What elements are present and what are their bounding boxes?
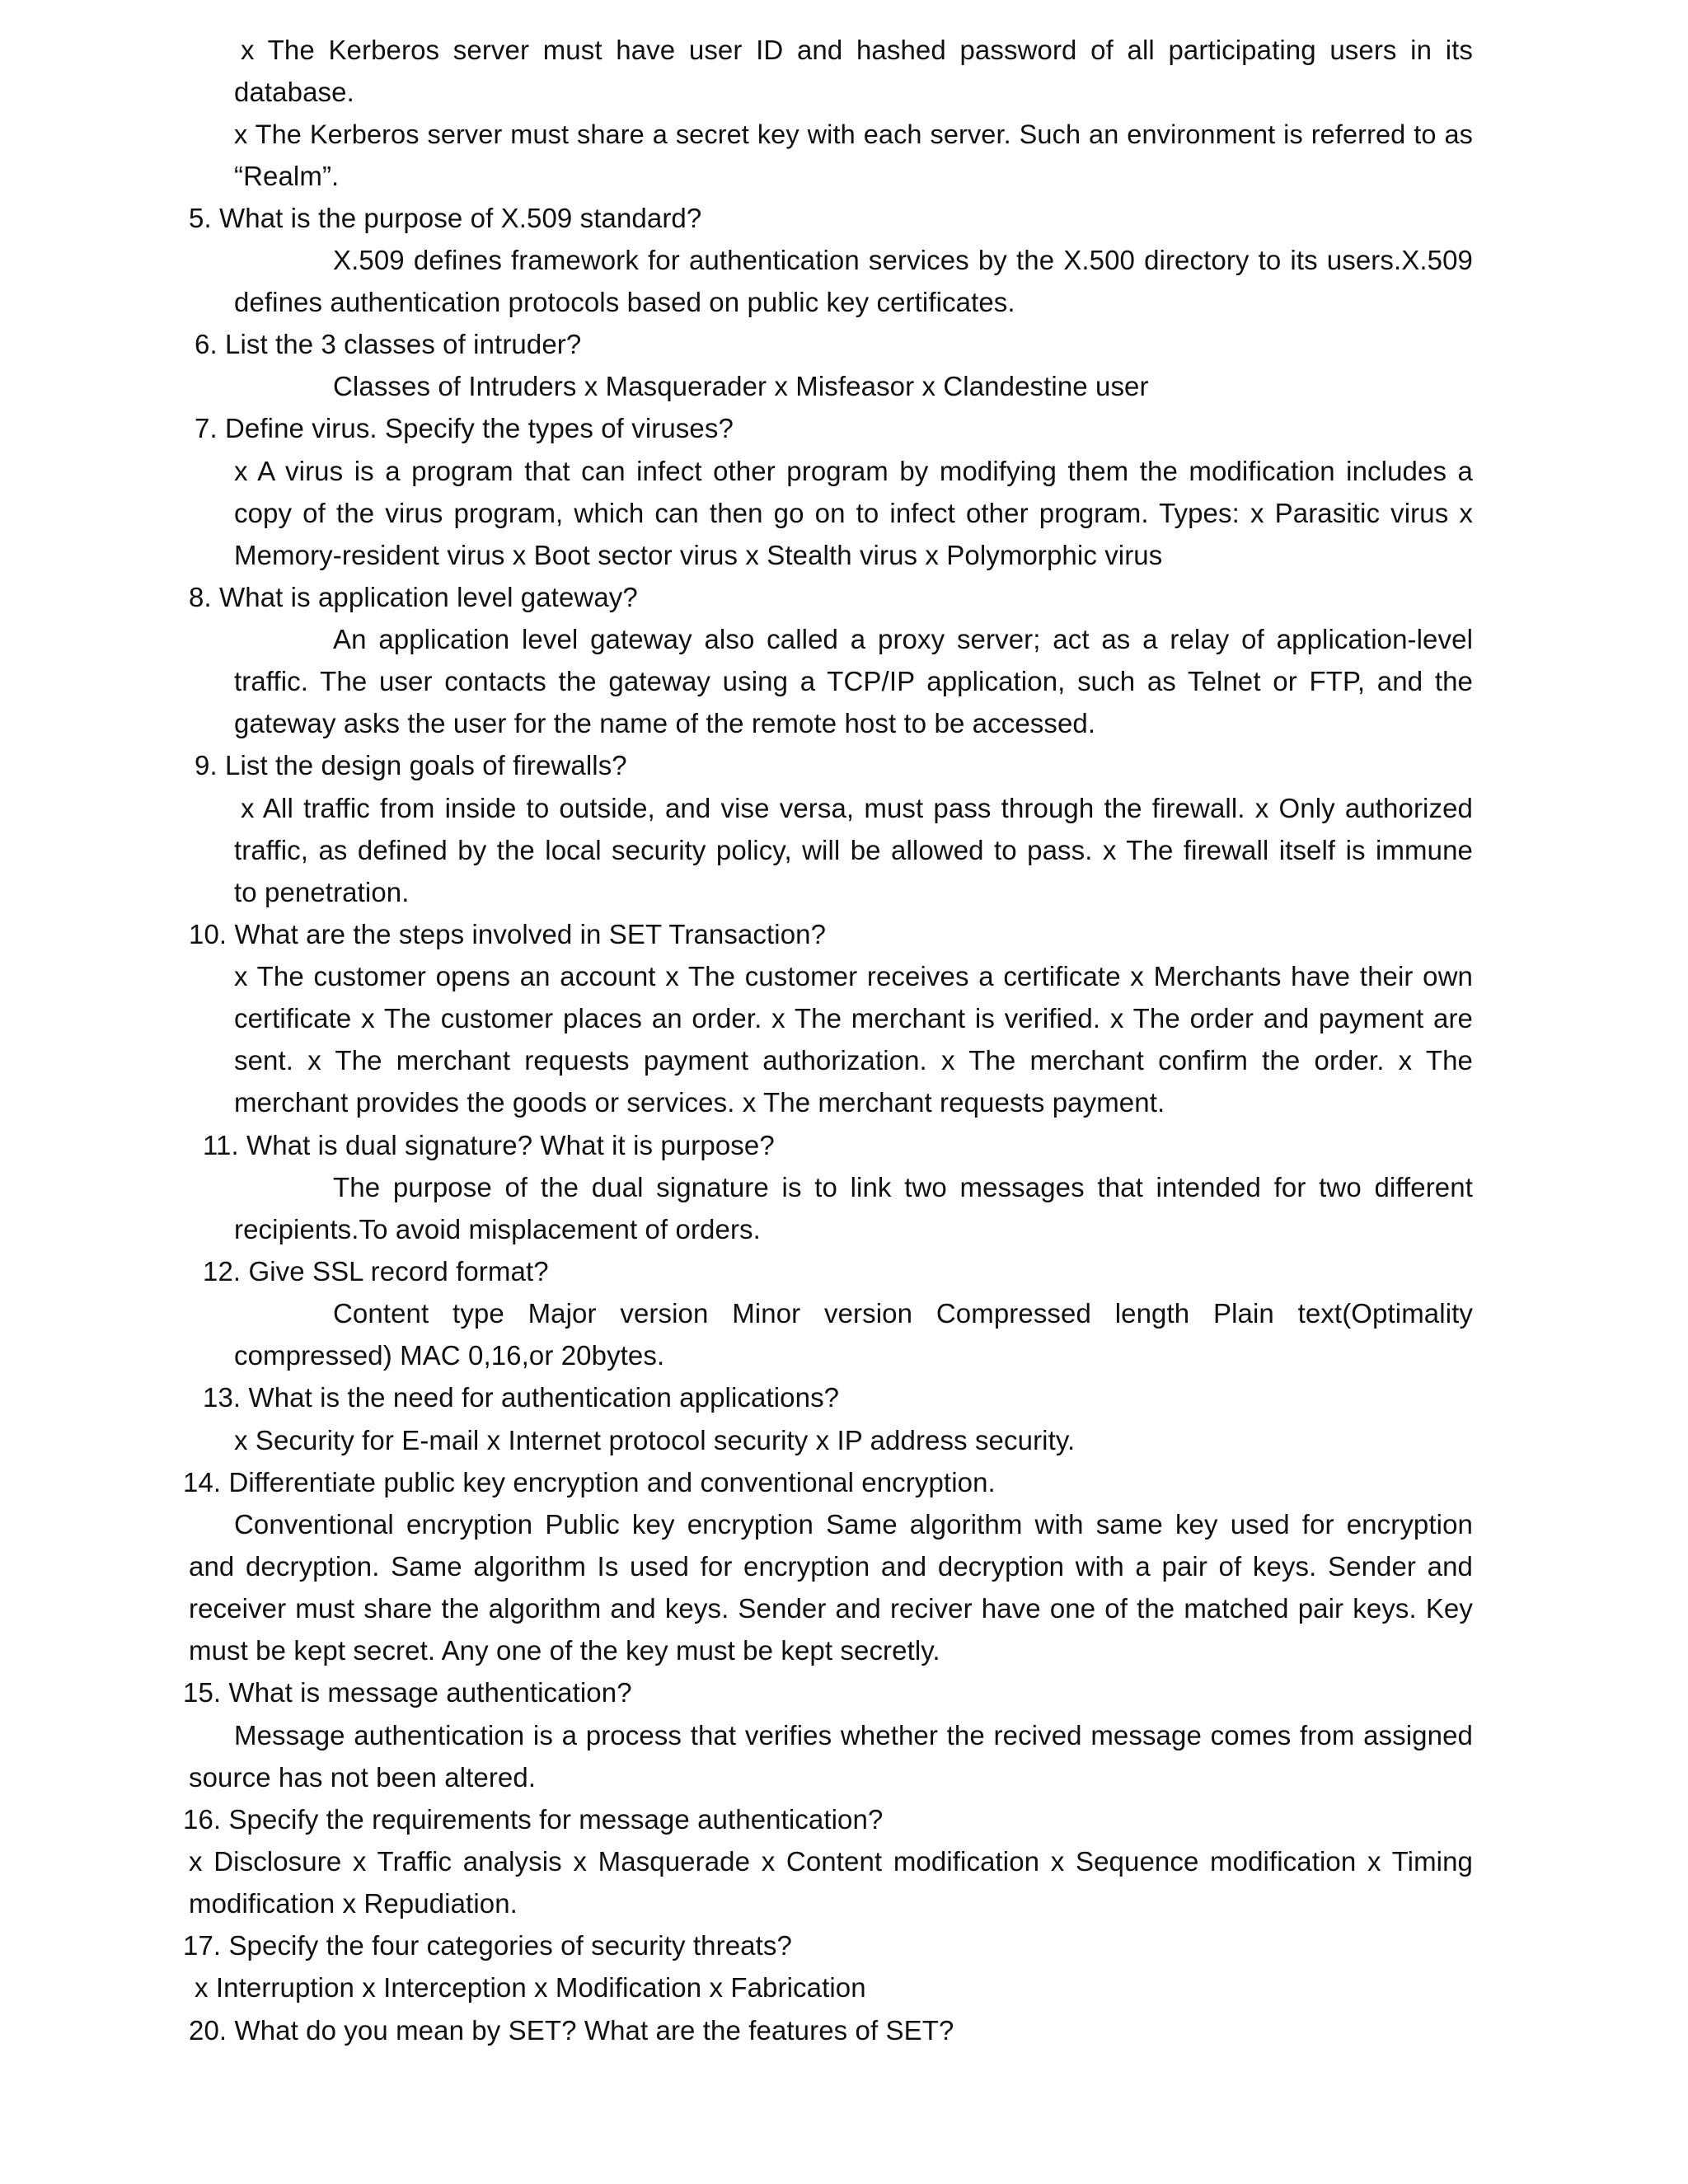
answer-text-line: certificate x The customer places an order. x The merchant is verified. x The order and payment are bbox=[234, 1003, 1473, 1033]
question-heading: 15. What is message authentication? bbox=[183, 1677, 632, 1708]
answer-text-line: x Security for E-mail x Internet protocol security x IP address security. bbox=[234, 1425, 1076, 1455]
answer-text-line: Memory-resident virus x Boot sector virus x Stealth virus x Polymorphic virus bbox=[234, 540, 1163, 570]
answer-text-line: The purpose of the dual signature is to link two messages that intended for two different bbox=[333, 1172, 1473, 1202]
answer-text-line: modification x Repudiation. bbox=[189, 1888, 518, 1919]
answer-text-line: x All traffic from inside to outside, and vise versa, must pass through the firewall. x Only authorized bbox=[241, 793, 1473, 823]
answer-text-line: Conventional encryption Public key encryption Same algorithm with same key used for encryption bbox=[234, 1509, 1473, 1540]
question-heading: 9. List the design goals of firewalls? bbox=[195, 750, 627, 780]
answer-text-line: x Interruption x Interception x Modification x Fabrication bbox=[195, 1972, 866, 2003]
answer-text-line: x The Kerberos server must share a secret key with each server. Such an environment is referred to as bbox=[234, 120, 1473, 149]
question-heading: 8. What is application level gateway? bbox=[189, 582, 638, 612]
answer-text-line: merchant provides the goods or services. x The merchant requests payment. bbox=[234, 1087, 1165, 1118]
answer-text-line: Content type Major version Minor version Compressed length Plain text(Optimality bbox=[333, 1298, 1473, 1329]
question-heading: 7. Define virus. Specify the types of viruses? bbox=[195, 413, 734, 443]
answer-text-line: to penetration. bbox=[234, 877, 410, 907]
answer-text-line: copy of the virus program, which can then go on to infect other program. Types: x Parasitic virus x bbox=[234, 498, 1473, 528]
question-heading: 12. Give SSL record format? bbox=[203, 1256, 549, 1286]
answer-text-line: x The customer opens an account x The customer receives a certificate x Merchants have their own bbox=[234, 961, 1473, 991]
answer-text-line: source has not been altered. bbox=[189, 1762, 537, 1793]
answer-text-line: gateway asks the user for the name of the remote host to be accessed. bbox=[234, 708, 1096, 738]
question-heading: 5. What is the purpose of X.509 standard? bbox=[189, 203, 702, 233]
answer-text-line: traffic. The user contacts the gateway using a TCP/IP application, such as Telnet or FTP, and the bbox=[234, 666, 1473, 696]
answer-text-line: Classes of Intruders x Masquerader x Misfeasor x Clandestine user bbox=[333, 371, 1149, 401]
answer-text-line: defines authentication protocols based on public key certificates. bbox=[234, 287, 1015, 317]
answer-text-line: “Realm”. bbox=[234, 161, 340, 191]
answer-text-line: sent. x The merchant requests payment authorization. x The merchant confirm the order. x The bbox=[234, 1045, 1473, 1076]
question-heading: 13. What is the need for authentication applications? bbox=[203, 1382, 840, 1413]
answer-text-line: X.509 defines framework for authentication services by the X.500 directory to its users.X.509 bbox=[333, 245, 1473, 275]
answer-text-line: and decryption. Same algorithm Is used for encryption and decryption with a pair of keys. Sender and bbox=[189, 1551, 1473, 1582]
question-heading: 10. What are the steps involved in SET Transaction? bbox=[189, 919, 827, 949]
answer-text-line: x The Kerberos server must have user ID and hashed password of all participating users in its bbox=[241, 35, 1473, 65]
answer-text-line: must be kept secret. Any one of the key must be kept secretly. bbox=[189, 1635, 940, 1666]
answer-text-line: An application level gateway also called a proxy server; act as a relay of application-level bbox=[333, 624, 1473, 654]
answer-text-line: traffic, as defined by the local security policy, will be allowed to pass. x The firewall itself is immune bbox=[234, 835, 1473, 865]
answer-text-line: compressed) MAC 0,16,or 20bytes. bbox=[234, 1340, 665, 1371]
question-heading: 6. List the 3 classes of intruder? bbox=[195, 329, 582, 359]
answer-text-line: Message authentication is a process that verifies whether the recived message comes from assigned bbox=[234, 1720, 1473, 1750]
answer-text-line: x A virus is a program that can infect other program by modifying them the modification includes a bbox=[234, 456, 1473, 486]
question-heading: 16. Specify the requirements for message authentication? bbox=[183, 1804, 884, 1835]
answer-text-line: x Disclosure x Traffic analysis x Masquerade x Content modification x Sequence modification x Timing bbox=[189, 1846, 1473, 1877]
answer-text-line: recipients.To avoid misplacement of orders. bbox=[234, 1214, 761, 1244]
answer-text-line: receiver must share the algorithm and keys. Sender and reciver have one of the matched pair keys. Key bbox=[189, 1593, 1473, 1624]
question-heading: 17. Specify the four categories of security threats? bbox=[183, 1930, 792, 1961]
question-heading: 11. What is dual signature? What it is purpose? bbox=[203, 1130, 775, 1160]
question-heading: 14. Differentiate public key encryption and conventional encryption. bbox=[183, 1467, 996, 1497]
answer-text-line: database. bbox=[234, 77, 354, 107]
question-heading: 20. What do you mean by SET? What are the features of SET? bbox=[189, 2015, 954, 2046]
